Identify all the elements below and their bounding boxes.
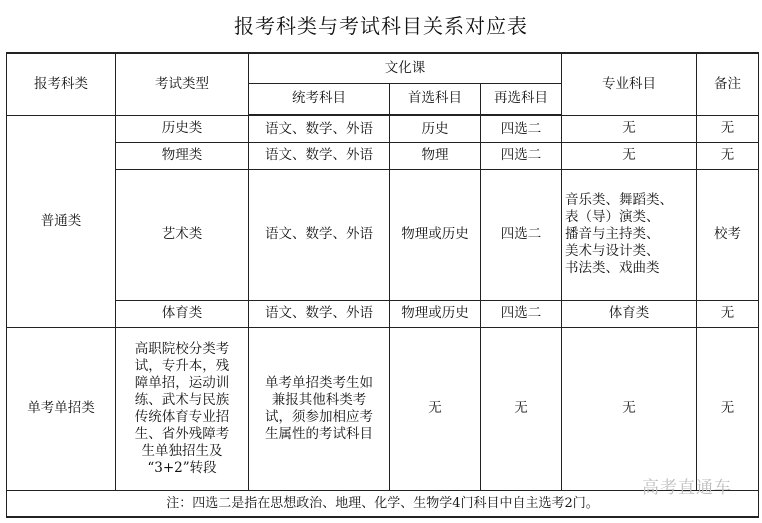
single-unified-cell bbox=[249, 327, 390, 491]
general-unified: 语文、数学、外语 bbox=[249, 115, 390, 142]
general-first: 物理或历史 bbox=[390, 300, 481, 327]
general-remark: 无 bbox=[697, 300, 759, 327]
single-first: 无 bbox=[390, 327, 481, 491]
general-reselect: 四选二 bbox=[481, 300, 562, 327]
single-type-line: 高职院校分类考 bbox=[134, 340, 230, 357]
general-reselect: 四选二 bbox=[481, 142, 562, 169]
general-type: 历史类 bbox=[116, 115, 249, 142]
general-first: 物理或历史 bbox=[390, 169, 481, 300]
general-reselect: 四选二 bbox=[481, 115, 562, 142]
general-unified: 语文、数学、外语 bbox=[249, 169, 390, 300]
header-major: 专业科目 bbox=[562, 53, 697, 115]
general-remark: 校考 bbox=[697, 169, 759, 300]
general-remark: 无 bbox=[697, 115, 759, 142]
single-type-line: 练、武术与民族 bbox=[134, 391, 230, 408]
header-first-choice: 首选科目 bbox=[390, 83, 481, 115]
art-major-cell bbox=[562, 169, 697, 300]
single-type-line: “3+2”转段 bbox=[147, 459, 217, 476]
single-type-line: 生单独招生及 bbox=[141, 442, 223, 459]
general-type: 艺术类 bbox=[116, 169, 249, 300]
single-major: 无 bbox=[562, 327, 697, 491]
subject-table bbox=[6, 52, 759, 518]
general-major: 无 bbox=[562, 115, 697, 142]
general-first: 物理 bbox=[390, 142, 481, 169]
general-reselect: 四选二 bbox=[481, 169, 562, 300]
general-first: 历史 bbox=[390, 115, 481, 142]
header-culture: 文化课 bbox=[249, 53, 562, 83]
header-category: 报考科类 bbox=[7, 53, 116, 115]
header-exam-type: 考试类型 bbox=[116, 53, 249, 115]
header-unified: 统考科目 bbox=[249, 83, 390, 115]
single-type-line: 障单招，运动训 bbox=[134, 374, 230, 391]
footnote: 注：四选二是指在思想政治、地理、化学、生物学4门科目中自主选考2门。 bbox=[7, 491, 759, 517]
single-unified-line: 兼报其他科类考 bbox=[271, 391, 367, 408]
general-remark: 无 bbox=[697, 142, 759, 169]
watermark: 高考直通车 bbox=[642, 478, 732, 498]
single-type-line: 生、省外残障考 bbox=[134, 425, 230, 442]
general-major: 体育类 bbox=[562, 300, 697, 327]
single-category: 单考单招类 bbox=[7, 327, 116, 491]
art-major-line: 书法类、戏曲类 bbox=[565, 260, 660, 277]
header-remark: 备注 bbox=[697, 53, 759, 115]
general-unified: 语文、数学、外语 bbox=[249, 142, 390, 169]
art-major-line: 表（导）演类、 bbox=[565, 209, 660, 226]
single-remark: 无 bbox=[697, 327, 759, 491]
general-major: 无 bbox=[562, 142, 697, 169]
single-reselect: 无 bbox=[481, 327, 562, 491]
art-major-line: 音乐类、舞蹈类、 bbox=[565, 192, 674, 209]
single-unified-line: 生属性的考试科目 bbox=[265, 425, 373, 442]
general-type: 物理类 bbox=[116, 142, 249, 169]
general-type: 体育类 bbox=[116, 300, 249, 327]
single-unified-line: 单考单招类考生如 bbox=[265, 374, 373, 391]
single-type-cell bbox=[116, 327, 249, 491]
art-major-line: 播音与主持类、 bbox=[565, 226, 660, 243]
single-type-line: 传统体育专业招 bbox=[134, 408, 230, 425]
header-reselect: 再选科目 bbox=[481, 83, 562, 115]
page-title: 报考科类与考试科目关系对应表 bbox=[234, 14, 528, 38]
general-unified: 语文、数学、外语 bbox=[249, 300, 390, 327]
general-category: 普通类 bbox=[7, 115, 116, 327]
single-unified-line: 试，须参加相应考 bbox=[265, 408, 373, 425]
single-type-line: 试，专升本，残 bbox=[134, 357, 230, 374]
art-major-line: 美术与设计类、 bbox=[565, 243, 660, 260]
